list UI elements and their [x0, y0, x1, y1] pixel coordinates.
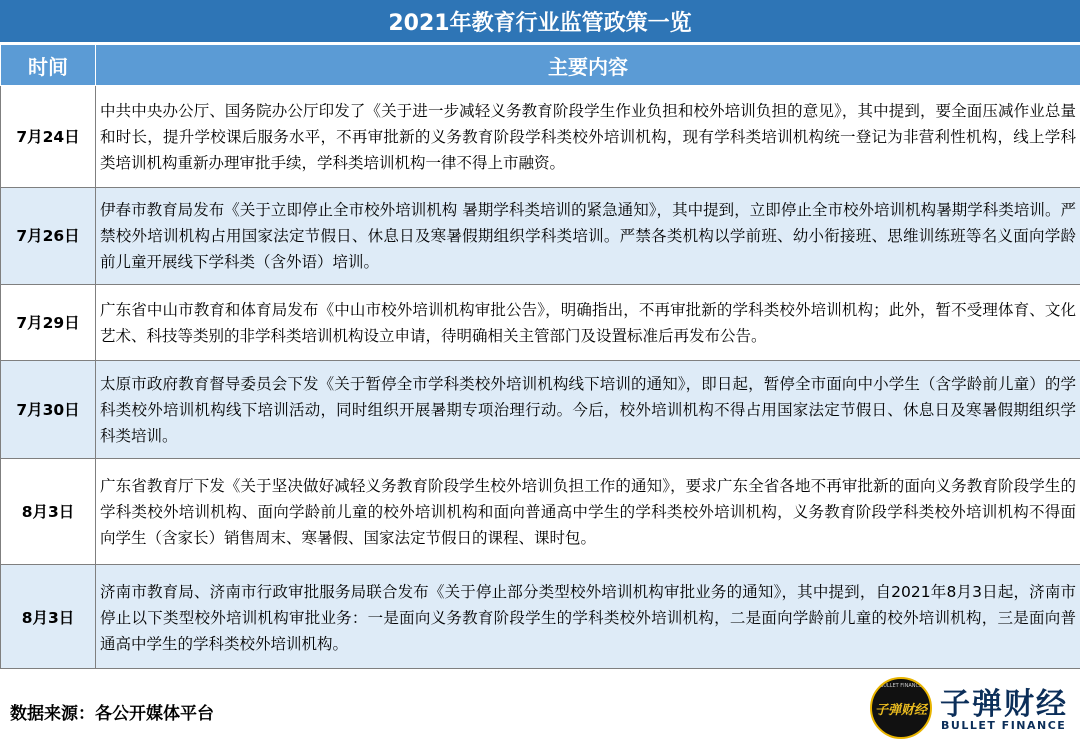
table-row: [1, 565, 1080, 671]
row-date: 8月3日: [1, 459, 96, 565]
row-content: 广东省中山市教育和体育局发布《中山市校外培训机构审批公告》，明确指出，不再审批新的学科类校外培训机构；此外，暂不受理体育、文化艺术、科技等类别的非学科类培训机构设立申请，待明确相关主管部门及设置标准后再发布公告。: [96, 285, 1080, 361]
page-title: 2021年教育行业监管政策一览: [0, 0, 1080, 44]
logo-mark: 子弹财经: [875, 699, 927, 718]
data-source-note: 数据来源：各公开媒体平台: [10, 699, 214, 724]
brand-name-en: BULLET FINANCE: [941, 719, 1066, 732]
footer: [0, 668, 1080, 745]
row-content: 中共中央办公厅、国务院办公厅印发了《关于进一步减轻义务教育阶段学生作业负担和校外培训负担的意见》，其中提到，要全面压减作业总量和时长，提升学校课后服务水平，不再审批新的义务教育阶段学科类校外培训机构，现有学科类培训机构统一登记为非营利性机构，线上学科类培训机构重新办理审批手续，学科类培训机构一律不得上市融资。: [96, 86, 1080, 188]
table-row: [1, 361, 1080, 459]
table-row: [1, 86, 1080, 188]
table-row: [1, 188, 1080, 285]
table-header-row: [1, 45, 1080, 86]
row-date: 7月29日: [1, 285, 96, 361]
table-row: [1, 459, 1080, 565]
brand-name-cn: 子弹财经: [940, 679, 1068, 723]
column-header-content: 主要内容: [96, 45, 1080, 86]
bullet-finance-logo-icon: [870, 677, 932, 739]
column-header-date: 时间: [1, 45, 96, 86]
row-date: 7月24日: [1, 86, 96, 188]
table-row: [1, 285, 1080, 361]
row-date: 7月26日: [1, 188, 96, 285]
row-content: 太原市政府教育督导委员会下发《关于暂停全市学科类校外培训机构线下培训的通知》，即日起，暂停全市面向中小学生（含学龄前儿童）的学科类校外培训机构线下培训活动，同时组织开展暑期专项治理行动。今后，校外培训机构不得占用国家法定节假日、休息日及寒暑假期组织学科类培训。: [96, 361, 1080, 459]
logo-ring-text: BULLET FINANCE: [872, 683, 930, 689]
row-content: 济南市教育局、济南市行政审批服务局联合发布《关于停止部分类型校外培训机构审批业务的通知》，其中提到，自2021年8月3日起，济南市停止以下类型校外培训机构审批业务：一是面向义务教育阶段学生的学科类校外培训机构，二是面向学龄前儿童的校外培训机构，三是面向普通高中学生的学科类校外培训机构。: [96, 565, 1080, 671]
row-date: 7月30日: [1, 361, 96, 459]
policy-table: [0, 44, 1080, 671]
row-content: 广东省教育厅下发《关于坚决做好减轻义务教育阶段学生校外培训负担工作的通知》，要求广东全省各地不再审批新的面向义务教育阶段学生的学科类校外培训机构、面向学龄前儿童的校外培训机构和面向普通高中学生的学科类校外培训机构，义务教育阶段学科类校外培训机构不得面向学生（含家长）销售周末、寒暑假、国家法定节假日的课程、课时包。: [96, 459, 1080, 565]
row-date: 8月3日: [1, 565, 96, 671]
row-content: 伊春市教育局发布《关于立即停止全市校外培训机构 暑期学科类培训的紧急通知》，其中提到，立即停止全市校外培训机构暑期学科类培训。严禁校外培训机构占用国家法定节假日、休息日及寒暑假期组织学科类培训。严禁各类机构以学前班、幼小衔接班、思维训练班等名义面向学龄前儿童开展线下学科类（含外语）培训。: [96, 188, 1080, 285]
